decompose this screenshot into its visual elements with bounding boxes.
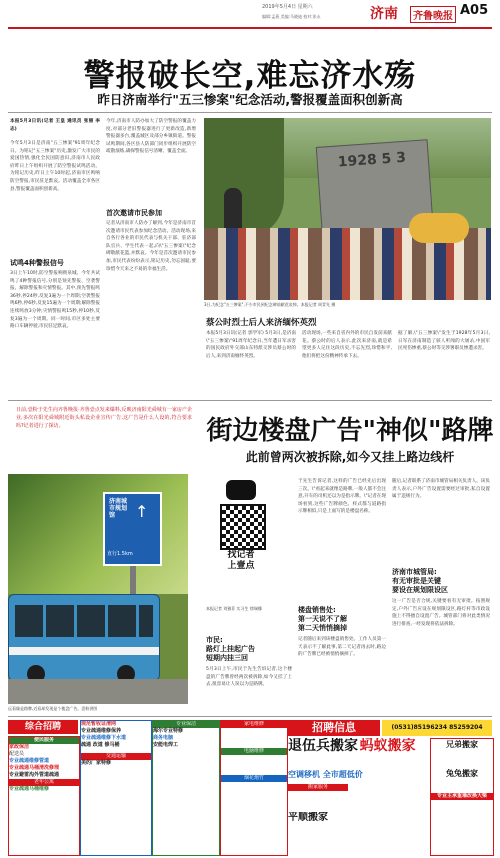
- speaker-figure: [224, 188, 242, 233]
- masthead-rule: [8, 27, 492, 29]
- right-ad-phone: [382, 720, 492, 736]
- sign-arrow-icon: ↑: [135, 502, 149, 521]
- right-ad-moving-a: [288, 738, 428, 768]
- sign-distance: 直行1.5km: [107, 551, 133, 557]
- story1-headline: 警报破长空,难忘济水殇: [83, 58, 417, 94]
- left-ad-item-5: 专业避雷沟外管道疏通: [9, 772, 60, 778]
- center-ad-item-2: 专业疏通维修下水道: [81, 735, 127, 741]
- story1-subhead-citizens: 首次邀请市民参加: [106, 209, 162, 217]
- left-ad-item-4: 专业疏通马桶清洗修理: [9, 765, 60, 771]
- story1-col1-body: 3日上午10时,防空警报响彻泉城。今年共试鸣了4种警报信号,分别是预先警报、空袭警报、解除警报和灾情警报。其中,预先警报鸣36秒,停24秒,反复3遍为一个周期;空袭警报鸣6秒,停6秒,反复15遍为一个周期;解除警报连续鸣放3分钟;灾情警报鸣15秒,停10秒,反复3遍为一个周期。同一时间,市区多处主要路口车辆停驶,市民驻足默哀。: [10, 271, 100, 330]
- story2-byline: 本报记者 刘雅菲 实习生 徐瑞娜: [206, 606, 262, 611]
- right-ad-item-5: 兔兔搬家: [446, 769, 478, 778]
- city-bus: [8, 594, 160, 681]
- memorial-inscription: 1928 5 3: [337, 149, 407, 171]
- left-ad-item-2: 配送员: [9, 751, 25, 757]
- left-ad-list: [8, 736, 80, 856]
- flowers: [409, 213, 469, 243]
- story2-col2-body-b: 记者随后来到该楼盘销售处。工作人员第一天表示不了解此事,第二天记者再去时,路边的广告牌已经被悄悄摘掉了。: [298, 637, 386, 658]
- qr-code-icon: [220, 504, 266, 550]
- right-ad-item-0: 退伍兵搬家: [288, 738, 358, 754]
- story2-subheadline: 此前曾两次被拆除,如今又挂上路边线杆: [245, 450, 455, 464]
- right-ad-header: [288, 720, 380, 736]
- bus-stripe: [9, 647, 159, 655]
- issue-date: 2019年5月4日 星期六: [262, 4, 313, 10]
- street-photo: [8, 474, 188, 704]
- page-number: A05: [460, 3, 489, 18]
- center-ad-list-c: [220, 720, 288, 856]
- center-ad-section-3: 电脑维修: [221, 748, 287, 755]
- right-ad-side: [430, 738, 494, 856]
- center-ad-section-1: 专业保洁: [153, 721, 219, 728]
- left-ad-item-7: 专业疏通马桶维修: [9, 786, 50, 792]
- story2-subhead-citizens: 市民: 路灯上挂起广告 短期内挂三回: [206, 636, 255, 662]
- story1-byline-text: 本报5月3日讯(记者 王皇 通讯员 张丽 李志): [10, 119, 100, 132]
- story1-lead: 今年5月3日是济南"五三惨案"91周年纪念日。为铭记"五三惨案"历史,激发广大市民的爱国热情,强化全民国防意识,济南市人民政府昨日上午组织开展了防空警报试鸣活动。 为铭记历史,昨日上午10时起,济南市区鸣响防空警报,市民驻足默哀。活动覆盖全市各区县,警报覆盖面积创新高。: [10, 141, 100, 192]
- left-ad-header: [8, 720, 78, 734]
- left-ad-item-6: 老年公寓: [9, 779, 79, 786]
- story2-col3-body-b: 这一广告是否合规,关键要看有无审批。按照规定,户外广告应设在规划限设区,路灯杆等市政设施上不得擅自设置广告。城管部门将对此类情况进行排查,一经发现将依法拆除。: [392, 599, 490, 627]
- center-ad-item-1: 专业疏通维修保养: [81, 728, 122, 734]
- bus-windows: [15, 605, 153, 637]
- section-divider: [8, 400, 492, 401]
- story1-rule: [8, 112, 492, 113]
- fake-road-sign: [103, 492, 162, 566]
- right-ad-item-2: 空调移机 全市超低价: [288, 770, 363, 779]
- story1-subhead-test: 试鸣4种警报信号: [10, 259, 64, 267]
- center-ad-list-a: [80, 720, 152, 856]
- camera-icon: [226, 480, 256, 500]
- right-ad-item-4: 兄弟搬家: [446, 740, 478, 749]
- photo-caption: 3日,为纪念"五三惨案",不少市民到纪念碑前献花哀悼。本报记者 周青先 摄: [204, 302, 336, 307]
- center-ad-section-2: 家电维修: [221, 721, 287, 728]
- street-photo-caption: 远看像是路牌,近看却发现是个楼盘广告。壹粉供图: [8, 706, 98, 711]
- story2-intro: [16, 406, 192, 468]
- right-ad-item-6: 专业主承重墙改换大梁: [431, 793, 493, 800]
- right-ad-phone-text: (0531)85196234 85259204: [391, 724, 483, 731]
- photo-trees: [204, 118, 284, 238]
- memorial-photo: [204, 118, 491, 300]
- right-ad-header-text: 招聘信息: [312, 721, 356, 734]
- road: [8, 679, 188, 704]
- center-ad-item-5: 海尔专业特修: [153, 728, 184, 734]
- center-ad-item-4: 美的厂家特修: [81, 760, 112, 766]
- right-ad-item-1: 蚂蚁搬家: [359, 738, 416, 754]
- center-ad-item-0: 规范暂收证清网: [81, 721, 117, 727]
- center-ad-item-3: 疏通 改道 修马桶: [81, 742, 120, 748]
- right-ad-spacer-b: [431, 779, 493, 793]
- story1-col2-body-a: 今年,济南市人防办加大了防空警报的覆盖力度,对部分老旧警报器进行了更新改造,新增警报器多台,覆盖城区及部分乡镇街道。警报试鸣期间,各区县人防部门同步组织开展防空疏散演练,确保警报信号清晰、覆盖全面。: [106, 119, 196, 155]
- story1-col2-body-b: 记者从济南市人防办了解到,今年是济南市首次邀请市民代表参加纪念活动。活动现场,来自各行各业的市民代表与机关干部、驻济部队官兵、学生代表一起,向\"五三惨案\"纪念碑敬献花篮,并默哀。今年是首次邀请市民参加,市民代表纷纷表示,铭记历史,勿忘国耻,要珍惜今天来之不易的幸福生活。: [106, 221, 196, 272]
- story2-col1-body: 5月3日上午,市民于先生告诉记者,这个楼盘的广告牌曾经两次被拆除,如今又挂了上去,很容易让人误以为是路牌。: [206, 667, 292, 688]
- story2-headline: 街边楼盘广告"神似"路牌: [206, 416, 494, 446]
- left-ad-item-0: 便民服务: [9, 737, 79, 744]
- qr-label: 找记者 上壹点: [227, 550, 255, 571]
- center-ad-list-b: [152, 720, 220, 856]
- ads-top-rule: [8, 716, 492, 717]
- right-ad-moving-b: [288, 770, 428, 810]
- qr-block: [208, 478, 274, 588]
- editor-credits: 编辑:孟燕 美编:马晓迪 校对:张永: [262, 14, 321, 19]
- section-name: 济南: [370, 6, 398, 22]
- center-ad-section-4: 烟花炮竹: [221, 775, 287, 782]
- story2-col2-body-a: 于先生告诉记者,这样的广告已经先后出现三次。\"看起来就像是路牌,一般人都不会注意,开车的司机还以为是指示牌。\"记者在现场看到,这些广告牌颜色、样式都与道路指示牌相似,只是上面写的是楼盘名称。: [298, 479, 386, 515]
- story1-col5-body: 据了解,\"五三惨案\"发生于1928年5月3日,日军在济南制造了骇人听闻的大屠杀,中国军民死伤惨重,蔡公时等交涉署职员惨遭杀害。: [398, 331, 490, 352]
- story2-col3-body-a: 随后,记者联系了济南市城管局相关负责人。该负责人表示,户外广告设置需要经过审批,私自设置属于违规行为。: [392, 479, 490, 500]
- story2-intro-text: 日前,壹粉于先生向齐鲁晚报·齐鲁壹点发来爆料,反映济南阳光舜城有一家房产企业,多次在阳光舜城附近街头私设企业宣传广告,这广告是什么人设的,符合要求吗?记者进行了探访。: [16, 407, 192, 429]
- sign-place-name: 济南城市规划馆: [109, 498, 128, 519]
- right-ad-spacer-a: [431, 750, 493, 768]
- right-ad-moving-c: [288, 812, 428, 854]
- right-ad-item-3: 平顺搬家: [288, 812, 328, 823]
- center-ad-section-0: 交通运输: [81, 753, 151, 760]
- story1-col4-body: 活动现场,一些来自省内外的市民自发前来献花。蔡公时的后人表示,此次来济南,就是希望更多人记住这段历史,不忘先烈,珍惜和平,他们将把这份精神传承下去。: [302, 331, 392, 359]
- story1-lead-text: 今年5月3日是济南"五三惨案"91周年纪念日。为铭记"五三惨案"历史,激发广大市民的爱国热情,强化全民国防意识,济南市人民政府昨日上午组织开展了防空警报试鸣活动。: [10, 141, 100, 169]
- center-ad-item-6: 商务电脑: [153, 735, 174, 741]
- paper-logo: 齐鲁晚报: [410, 6, 456, 23]
- story2-subhead-bureau: 济南市城管局: 有无审批是关键 要设在规划限设区: [392, 568, 448, 594]
- story1-subheadline: 昨日济南举行"五三惨案"纪念活动,警报覆盖面积创新高: [97, 92, 403, 107]
- left-ad-header-text: 综合招聘: [24, 722, 61, 732]
- story1-col3-body: 本报5月3日讯(记者 郭学军) 5月3日,是济南\"五三惨案\"91周年纪念日,当年遭日军杀害的国民政府外交部山东特派交涉员蔡公时的后人,来到济南缅怀英烈。: [206, 331, 296, 359]
- center-ad-item-7: 安能电焊工: [153, 742, 179, 748]
- story2-subhead-sales: 楼盘销售处: 第一天说不了解 第二天悄悄摘掉: [298, 606, 347, 632]
- story1-subhead-quote: 蔡公时烈士后人来济缅怀英烈: [206, 318, 317, 328]
- right-ad-section-5: 搬家服务: [288, 784, 348, 791]
- left-ad-item-1: 家政保洁: [9, 744, 30, 750]
- left-ad-item-3: 专业疏通维修管道: [9, 758, 50, 764]
